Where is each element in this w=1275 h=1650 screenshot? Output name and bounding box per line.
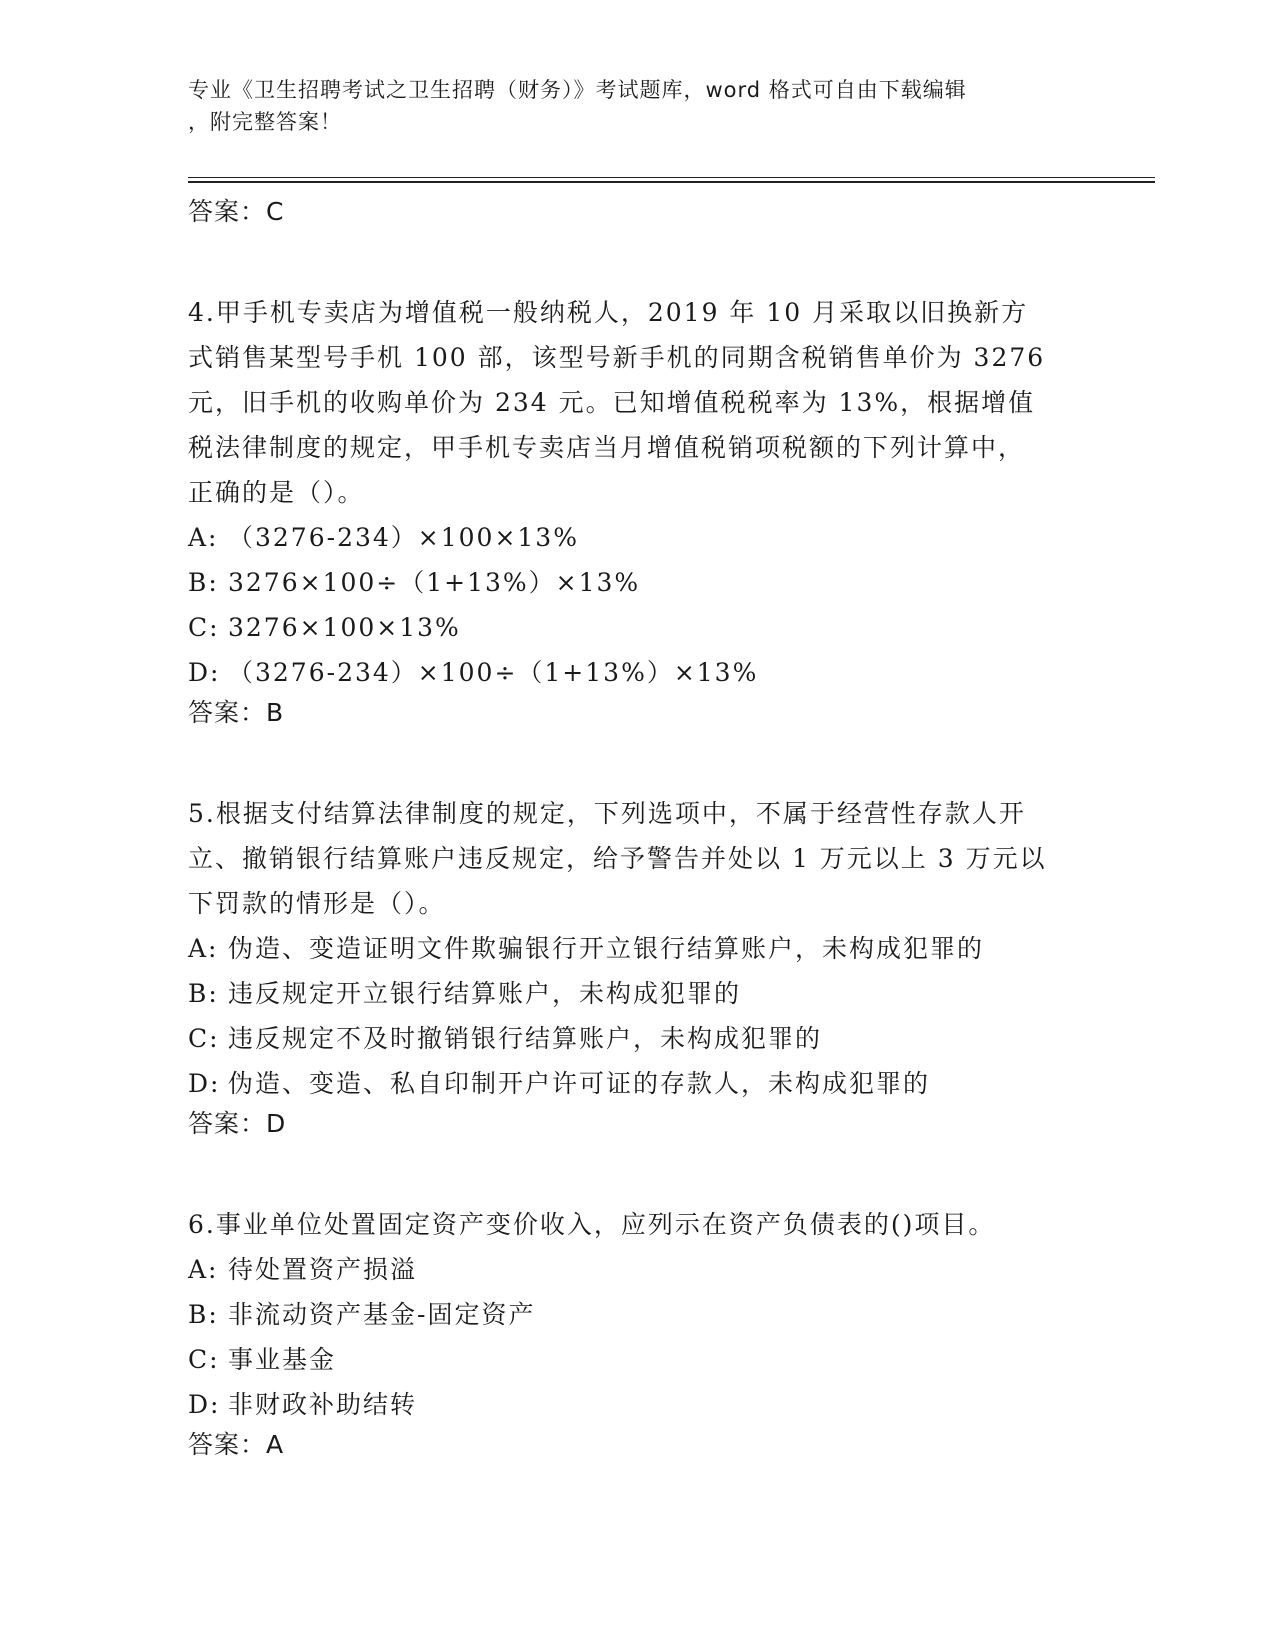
option-letter: D: [188, 658, 221, 687]
option-b [188, 560, 1088, 605]
option-text: 违反规定不及时撤销银行结算账户，未构成犯罪的 [228, 1024, 823, 1053]
header-divider-thin [188, 177, 1155, 178]
option-text: 非财政补助结转 [228, 1390, 418, 1419]
answer-line: 答案：B [188, 698, 285, 727]
question-block [188, 290, 1088, 731]
answer-line: 答案：A [188, 1430, 285, 1459]
header-divider-thick [188, 181, 1155, 183]
question-block [188, 1202, 1088, 1463]
option-text: 待处置资产损溢 [228, 1255, 418, 1284]
question-stem: 6.事业单位处置固定资产变价收入，应列示在资产负债表的()项目。 [188, 1210, 996, 1239]
question-block [188, 791, 1088, 1142]
answer-line: 答案：C [188, 197, 285, 226]
document-header [188, 74, 1098, 138]
option-letter: B: [188, 979, 219, 1008]
option-letter: B: [188, 568, 219, 597]
header-line-2: ，附完整答案！ [188, 110, 342, 134]
option-b [188, 971, 1088, 1016]
option-text: 3276×100÷（1+13%）×13% [228, 568, 641, 597]
option-letter: C: [188, 1345, 220, 1374]
option-c [188, 605, 1088, 650]
option-letter: D: [188, 1069, 221, 1098]
option-d [188, 1061, 1088, 1106]
option-a [188, 515, 1088, 560]
header-line-1: 专业《卫生招聘考试之卫生招聘（财务）》考试题库，word 格式可自由下载编辑 [188, 78, 967, 102]
option-c [188, 1337, 1088, 1382]
question-stem: 5.根据支付结算法律制度的规定，下列选项中，不属于经营性存款人开立、撤销银行结算账户违反规定，给予警告并处以 1 万元以上 3 万元以下罚款的情形是（）。 [188, 799, 1047, 918]
option-text: （3276-234）×100÷（1+13%）×13% [228, 658, 759, 687]
answer-line: 答案：D [188, 1109, 287, 1138]
option-letter: C: [188, 613, 220, 642]
option-text: 非流动资产基金-固定资产 [228, 1300, 536, 1329]
option-letter: C: [188, 1024, 220, 1053]
option-text: （3276-234）×100×13% [228, 523, 579, 552]
option-d [188, 650, 1088, 695]
option-text: 违反规定开立银行结算账户，未构成犯罪的 [228, 979, 742, 1008]
option-letter: A: [188, 523, 219, 552]
option-letter: A: [188, 1255, 219, 1284]
question-list [188, 194, 1088, 1463]
option-d [188, 1382, 1088, 1427]
option-b [188, 1292, 1088, 1337]
option-c [188, 1016, 1088, 1061]
option-a [188, 1247, 1088, 1292]
option-letter: B: [188, 1300, 219, 1329]
option-text: 3276×100×13% [228, 613, 461, 642]
option-text: 伪造、变造、私自印制开户许可证的存款人，未构成犯罪的 [228, 1069, 931, 1098]
option-text: 伪造、变造证明文件欺骗银行开立银行结算账户，未构成犯罪的 [228, 934, 985, 963]
option-a [188, 926, 1088, 971]
question-stem: 4.甲手机专卖店为增值税一般纳税人，2019 年 10 月采取以旧换新方式销售某型号手机 100 部，该型号新手机的同期含税销售单价为 3276 元，旧手机的收购单价为 234 元。已知增值税税率为 13%，根据增值税法律制度的规定，甲手机专卖店当月增值税销项税额的下列计算中，正确的是（）。 [188, 298, 1046, 507]
option-letter: A: [188, 934, 219, 963]
option-text: 事业基金 [228, 1345, 337, 1374]
option-letter: D: [188, 1390, 221, 1419]
